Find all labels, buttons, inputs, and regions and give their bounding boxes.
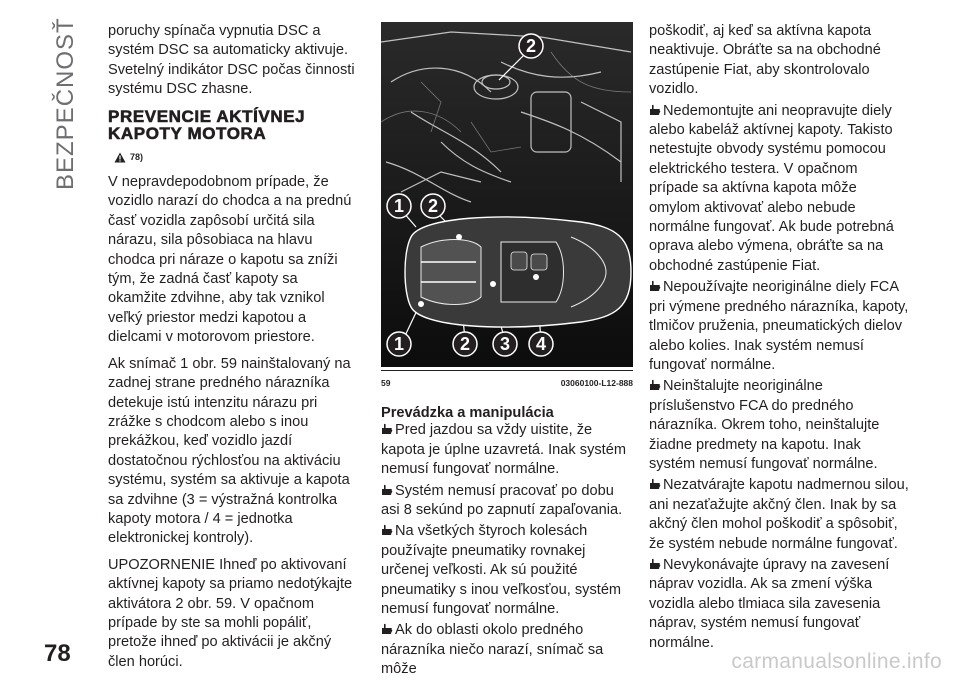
pointing-hand-icon xyxy=(381,623,393,635)
pointing-hand-icon xyxy=(381,484,393,496)
bullet-item: Nezatvárajte kapotu nadmernou silou, ani nezaťažujte akčný člen. Inak by sa akčný člen mohol poškodiť a spôsobiť, že systém nebude normálne fungovať. xyxy=(649,477,909,552)
paragraph-sensor: Ak snímač 1 obr. 59 nainštalovaný na zadnej strane predného nárazníka detekuje istú intenzitu nárazu pri zrážke s chodcom alebo s inou prekážkou, keď vozidlo jazdí dostatočnou rýchlosťou na aktiváciu systému, systém sa aktivuje a kapota sa zdvihne (3 = výstražná kontrolka kapoty motora / 4 = jednotka elektronickej kontroly). xyxy=(108,355,351,547)
paragraph-caution: UPOZORNENIE Ihneď po aktivovaní aktívnej kapoty sa priamo nedotýkajte aktivátora 2 obr. 59. V opačnom prípade by ste sa mohli popáliť, pretože ihneď po aktivácii je akčný člen horúci. xyxy=(108,556,353,670)
pointing-hand-icon xyxy=(381,423,393,435)
callout-bottom-4: 4 xyxy=(535,334,547,354)
section-title: BEZPEČNOSŤ xyxy=(52,17,79,190)
engine-bay-illustration xyxy=(381,22,633,367)
pointing-hand-icon xyxy=(649,478,661,490)
figure-code: 03060100-L12-888 xyxy=(560,378,633,388)
warning-reference-number: 78) xyxy=(130,151,144,162)
callout-bottom-2: 2 xyxy=(459,334,471,354)
pointing-hand-icon xyxy=(381,524,393,536)
bullet-item: Pred jazdou sa vždy uistite, že kapota je úplne uzavretá. Inak systém nemusí fungovať normálne. xyxy=(381,422,626,478)
pointing-hand-icon xyxy=(649,558,661,570)
bullet-item: Nepoužívajte neoriginálne diely FCA pri výmene predného nárazníka, kapoty, tlmičov pruženia, pneumatických dielov alebo kolies. Inak systém nemusí fungovať normálne. xyxy=(649,279,909,373)
bullet-item: Na všetkých štyroch kolesách používajte pneumatiky rovnakej určenej veľkosti. Ak sú použité pneumatiky s inou veľkosťou, systém nemusí fungovať normálne. xyxy=(381,523,622,618)
callout-bottom-3: 3 xyxy=(499,334,511,354)
pointing-hand-icon xyxy=(649,379,661,391)
section-side-tab xyxy=(52,17,86,190)
paragraph-dsc-continued: poruchy spínača vypnutia DSC a systém DSC sa automaticky aktivuje. Svetelný indikátor DSC počas činnosti systému DSC zhasne. xyxy=(108,23,355,98)
bullet-item: Nevykonávajte úpravy na zavesení náprav vozidla. Ak sa zmení výška vozidla alebo tlmiaca sila zavesenia náprav, systém nemusí fungovať normálne. xyxy=(649,556,890,651)
warning-triangle-icon xyxy=(114,152,126,163)
paragraph-continued: poškodiť, aj keď sa aktívna kapota neaktivuje. Obráťte sa na obchodné zastúpenie Fiat, aby skontrolovalo vozidlo. xyxy=(649,23,881,98)
pointing-hand-icon xyxy=(649,104,661,116)
page-number: 78 xyxy=(44,640,71,667)
figure-caption xyxy=(381,370,633,393)
column-1 xyxy=(108,22,358,679)
callout-mid-a: 1 xyxy=(393,196,405,216)
section-heading: PREVENCIE AKTÍVNEJ KAPOTY MOTORA xyxy=(108,106,306,143)
callout-mid-b: 2 xyxy=(427,196,439,216)
bullet-item: Nedemontujte ani neopravujte diely alebo kabeláž aktívnej kapoty. Takisto netestujte obvody systému pomocou elektrického testera. V opačnom prípade sa aktívna kapota môže omylom aktivovať alebo nebude normálne fungovať. Ak bude potrebná oprava alebo výmena, obráťte sa na obchodné zastúpenie Fiat. xyxy=(649,102,894,274)
figure-number: 59 xyxy=(381,378,391,388)
bullet-item: Systém nemusí pracovať po dobu asi 8 sekúnd po zapnutí zapaľovania. xyxy=(381,482,623,519)
paragraph-intro: V nepravdepodobnom prípade, že vozidlo narazí do chodca a na prednú časť vozidla zapôsobí určitá sila nárazu, sila pôsobiaca na hlavu chodca pri náraze o kapotu sa zníži tým, že zadná časť kapoty sa okamžite zdvihne, aby tak vznikol veľký priestor medzi kapotou a dielcami v motorovom priestore. xyxy=(108,174,352,346)
bullet-item: Neinštalujte neoriginálne príslušenstvo FCA do predného nárazníka. Okrem toho, neinštalujte žiadne predmety na kapotu. Inak systém nemusí fungovať normálne. xyxy=(649,378,880,472)
callout-top: 2 xyxy=(525,36,537,56)
sub-heading: Prevádzka a manipulácia xyxy=(381,405,554,422)
column-3 xyxy=(649,22,911,655)
warning-reference xyxy=(114,148,358,167)
callout-bottom-1: 1 xyxy=(393,334,405,354)
column-2 xyxy=(381,22,633,682)
bullet-item: Ak do oblasti okolo predného nárazníka niečo narazí, snímač sa môže xyxy=(381,622,604,678)
figure-59 xyxy=(381,22,633,367)
pointing-hand-icon xyxy=(649,280,661,292)
watermark: carmanualsonline.info xyxy=(731,650,942,673)
